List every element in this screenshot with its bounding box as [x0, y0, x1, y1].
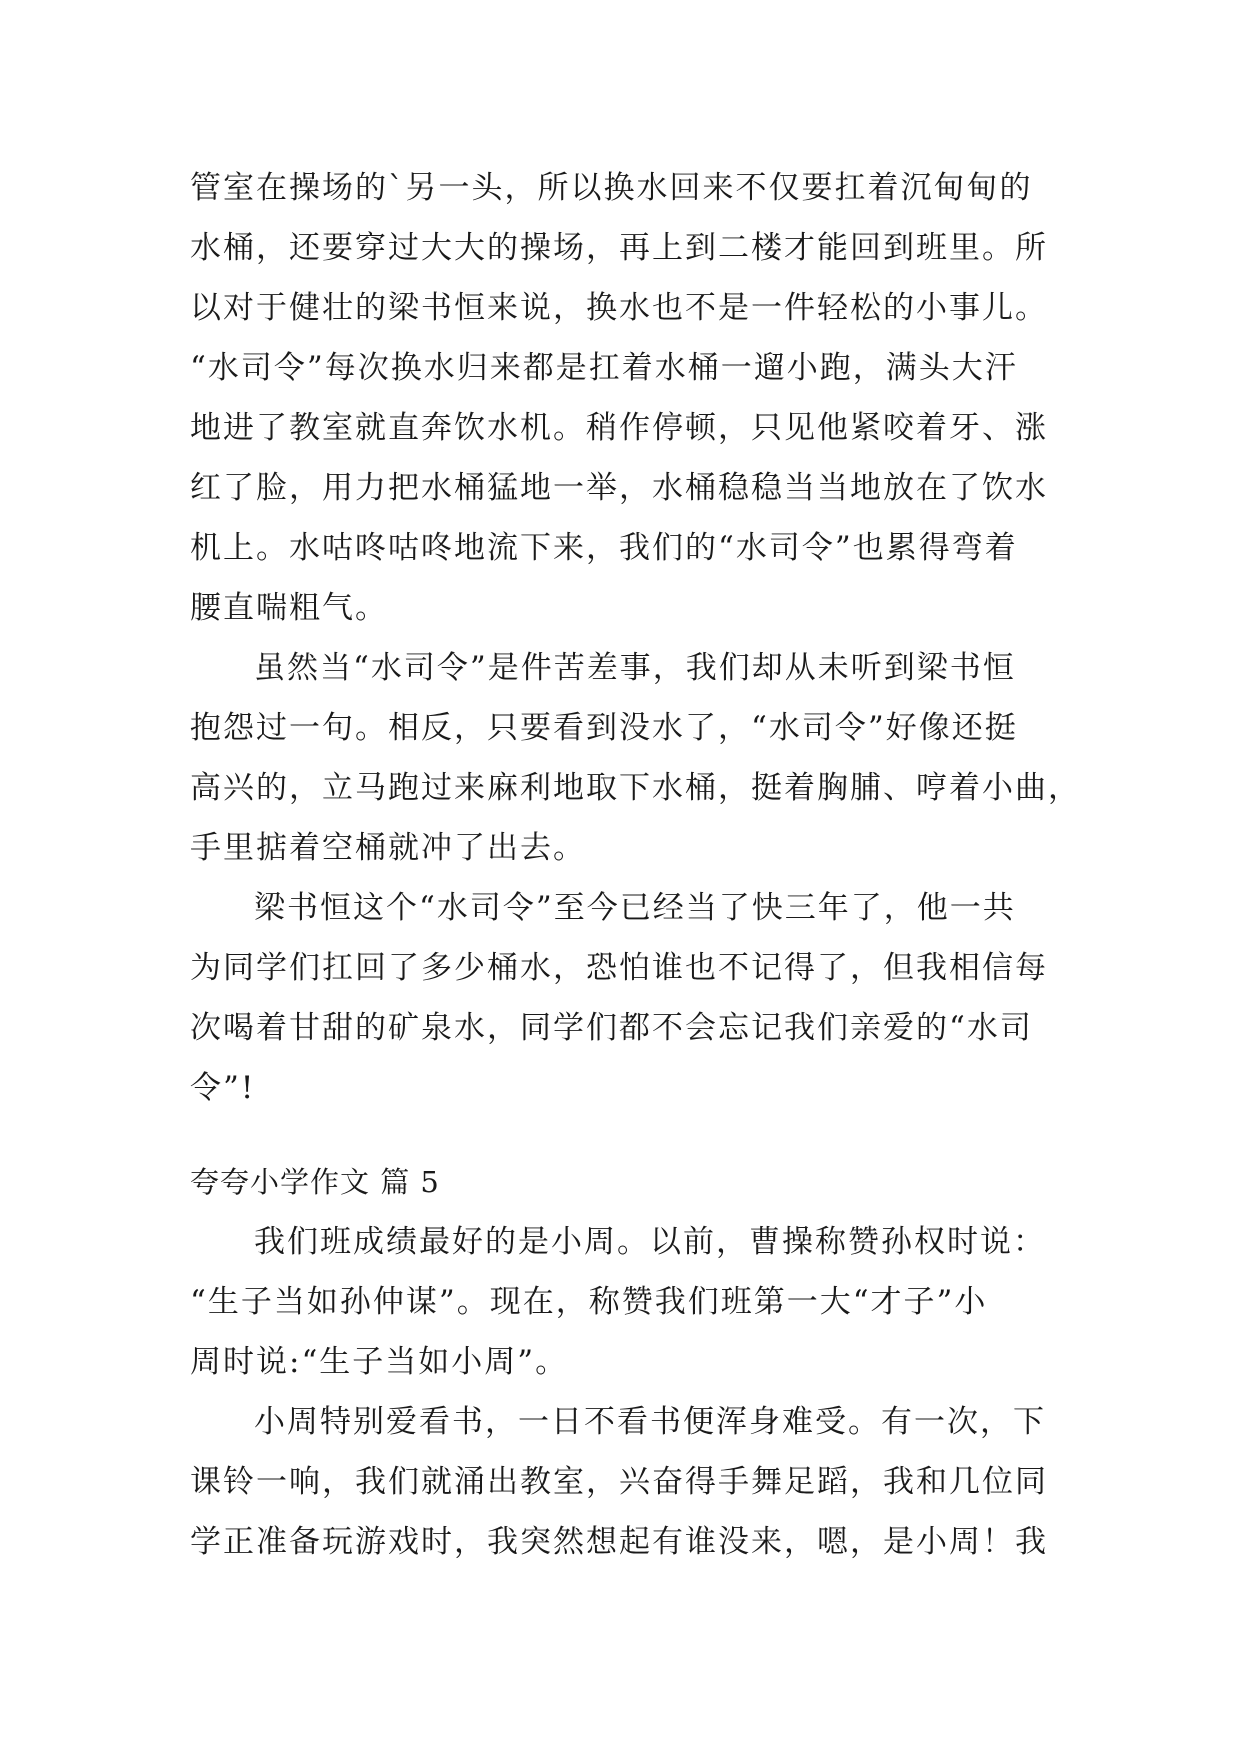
paragraph-line: 腰直喘粗气。: [190, 590, 388, 626]
paragraph-line: 次喝着甘甜的矿泉水，同学们都不会忘记我们亲爱的“水司: [190, 1010, 1033, 1046]
paragraph-line: 小周特别爱看书，一日不看书便浑身难受。有一次，下: [254, 1404, 1046, 1440]
paragraph-line: 课铃一响，我们就涌出教室，兴奋得手舞足蹈，我和几位同: [190, 1464, 1048, 1500]
paragraph-line: 管室在操场的`另一头，所以换水回来不仅要扛着沉甸甸的: [190, 170, 1033, 206]
paragraph-line: 高兴的，立马跑过来麻利地取下水桶，挺着胸脯、哼着小曲，: [190, 770, 1081, 806]
paragraph-line: 令”!: [190, 1070, 256, 1106]
paragraph-line: 梁书恒这个“水司令”至今已经当了快三年了，他一共: [254, 890, 1016, 926]
paragraph-line: 地进了教室就直奔饮水机。稍作停顿，只见他紧咬着牙、涨: [190, 410, 1048, 446]
paragraph-line: 手里掂着空桶就冲了出去。: [190, 830, 586, 866]
paragraph-line: 虽然当“水司令”是件苦差事，我们却从未听到梁书恒: [254, 650, 1016, 686]
paragraph-line: 红了脸，用力把水桶猛地一举，水桶稳稳当当地放在了饮水: [190, 470, 1048, 506]
paragraph-line: “生子当如孙仲谋”。现在，称赞我们班第一大“才子”小: [190, 1284, 988, 1320]
paragraph-line: 周时说:“生子当如小周”。: [190, 1344, 569, 1380]
section-heading: 夸夸小学作文 篇 5: [190, 1165, 440, 1199]
paragraph-line: 为同学们扛回了多少桶水，恐怕谁也不记得了，但我相信每: [190, 950, 1048, 986]
paragraph-line: 抱怨过一句。相反，只要看到没水了，“水司令”好像还挺: [190, 710, 1018, 746]
paragraph-line: 水桶，还要穿过大大的操场，再上到二楼才能回到班里。所: [190, 230, 1048, 266]
paragraph-line: 以对于健壮的梁书恒来说，换水也不是一件轻松的小事儿。: [190, 290, 1048, 326]
paragraph-line: “水司令”每次换水归来都是扛着水桶一遛小跑，满头大汗: [190, 350, 1018, 386]
paragraph-line: 我们班成绩最好的是小周。以前，曹操称赞孙权时说：: [254, 1224, 1046, 1260]
paragraph-line: 学正准备玩游戏时，我突然想起有谁没来，嗯，是小周！我: [190, 1524, 1048, 1560]
paragraph-line: 机上。水咕咚咕咚地流下来，我们的“水司令”也累得弯着: [190, 530, 1018, 566]
